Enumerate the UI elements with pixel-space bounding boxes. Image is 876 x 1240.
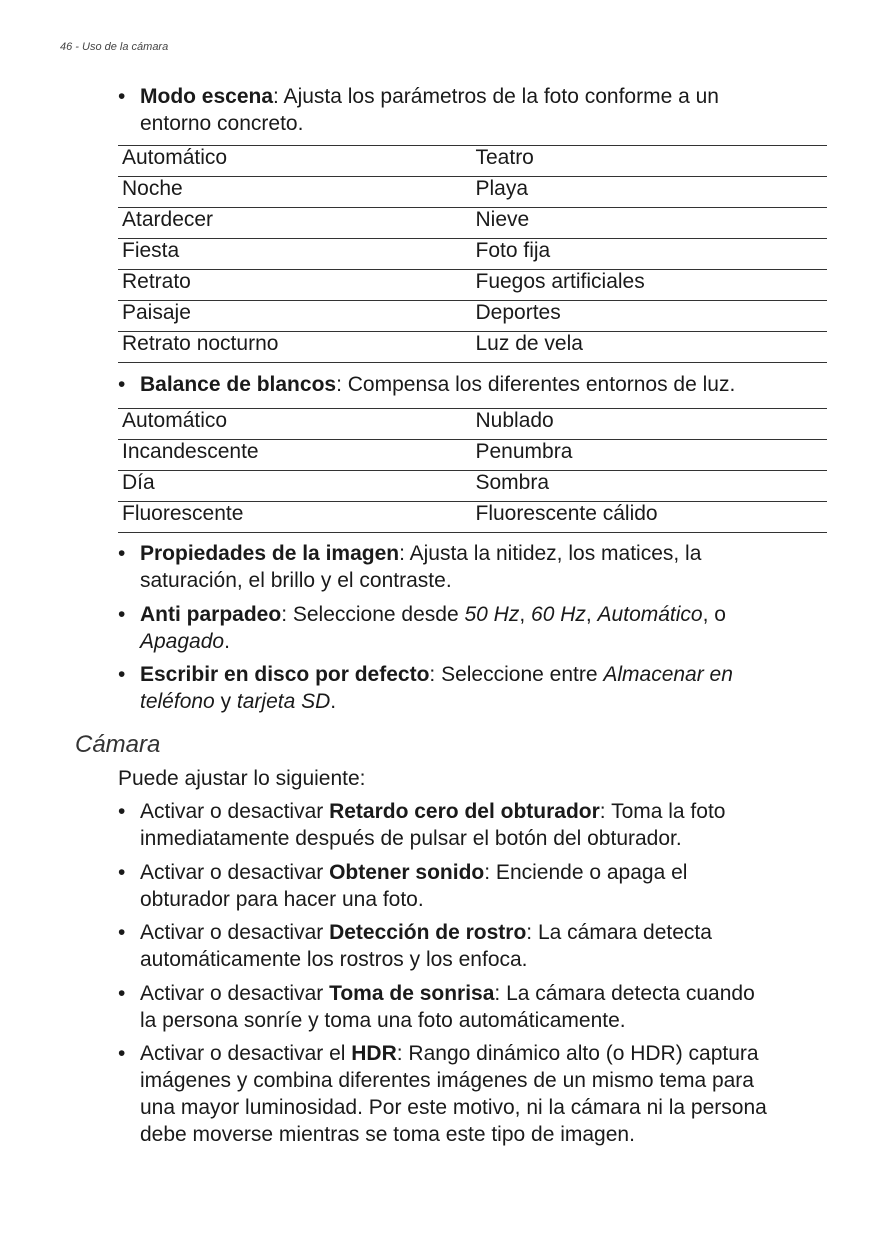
image-properties-desc-2: saturación, el brillo y el contraste. <box>140 569 452 592</box>
anti-flicker-term: Anti parpadeo <box>140 603 282 626</box>
bullet-dot: • <box>118 85 126 108</box>
table-cell: Retrato <box>118 270 473 301</box>
bullet-dot: • <box>118 1042 126 1065</box>
write-disk-desc: : Seleccione entre <box>429 663 604 686</box>
scene-table-row <box>118 332 827 363</box>
period: . <box>224 630 230 653</box>
scene-table-row <box>118 146 827 177</box>
anti-flicker-desc: : Seleccione desde <box>281 603 465 626</box>
table-cell: Nieve <box>473 208 828 239</box>
item-desc-2: obturador para hacer una foto. <box>140 888 424 911</box>
item-term: Retardo cero del obturador <box>329 800 600 823</box>
image-properties-term: Propiedades de la imagen <box>140 542 400 565</box>
period: . <box>330 690 337 713</box>
table-cell: Incandescente <box>118 440 473 471</box>
table-cell: Fuegos artificiales <box>473 270 828 301</box>
item-desc-2: inmediatamente después de pulsar el botón del obturador. <box>140 827 682 850</box>
hdr-desc-1: : Rango dinámico alto (o HDR) captura <box>396 1042 759 1065</box>
bullet-dot: • <box>118 921 126 944</box>
write-disk-term: Escribir en disco por defecto <box>140 663 430 686</box>
wb-table-row <box>118 440 827 471</box>
table-cell: Paisaje <box>118 301 473 332</box>
page-header: 46 - Uso de la cámara <box>60 41 169 53</box>
option-off: Apagado <box>140 630 225 653</box>
scene-table-row <box>118 301 827 332</box>
option-sd-card: tarjeta SD <box>236 690 331 713</box>
item-prefix: Activar o desactivar el <box>140 1042 352 1065</box>
scene-table-row <box>118 177 827 208</box>
item-term: Obtener sonido <box>329 861 485 884</box>
bullet-dot: • <box>118 603 126 626</box>
item-desc-2: automáticamente los rostros y los enfoca. <box>140 948 528 971</box>
conjunction: y <box>214 690 237 713</box>
item-term: Detección de rostro <box>329 921 527 944</box>
wb-table-row <box>118 471 827 502</box>
item-term: Toma de sonrisa <box>329 982 495 1005</box>
table-cell: Luz de vela <box>473 332 828 363</box>
table-cell: Nublado <box>473 409 828 440</box>
section-title-camera: Cámara <box>75 731 161 758</box>
white-balance-table <box>118 408 827 533</box>
table-cell: Foto fija <box>473 239 828 270</box>
wb-table-row <box>118 409 827 440</box>
table-cell: Retrato nocturno <box>118 332 473 363</box>
wb-table-row <box>118 502 827 533</box>
hdr-desc-2: imágenes y combina diferentes imágenes de un mismo tema para <box>140 1069 754 1092</box>
table-cell: Deportes <box>473 301 828 332</box>
image-properties-desc-1: : Ajusta la nitidez, los matices, la <box>399 542 702 565</box>
scene-table-row <box>118 239 827 270</box>
camera-intro: Puede ajustar lo siguiente: <box>118 767 366 790</box>
bullet-dot: • <box>118 373 126 396</box>
table-cell: Fluorescente cálido <box>473 502 828 533</box>
item-desc-1: : Enciende o apaga el <box>484 861 688 884</box>
bullet-dot: • <box>118 663 126 686</box>
separator: , o <box>702 603 726 626</box>
table-cell: Atardecer <box>118 208 473 239</box>
table-cell: Sombra <box>473 471 828 502</box>
scene-mode-desc-2: entorno concreto. <box>140 112 304 135</box>
option-50hz: 50 Hz <box>464 603 520 626</box>
table-cell: Playa <box>473 177 828 208</box>
scene-mode-term: Modo escena <box>140 85 274 108</box>
item-desc-1: : Toma la foto <box>599 800 726 823</box>
option-60hz: 60 Hz <box>531 603 586 626</box>
separator: , <box>519 603 532 626</box>
bullet-dot: • <box>118 982 126 1005</box>
table-cell: Automático <box>118 409 473 440</box>
item-desc-1: : La cámara detecta <box>526 921 712 944</box>
scene-table-row <box>118 270 827 301</box>
option-phone-a: Almacenar en <box>603 663 733 686</box>
bullet-dot: • <box>118 542 126 565</box>
table-cell: Penumbra <box>473 440 828 471</box>
hdr-desc-3: una mayor luminosidad. Por este motivo, ni la cámara ni la persona <box>140 1096 767 1119</box>
item-prefix: Activar o desactivar <box>140 861 330 884</box>
option-auto: Automático <box>597 603 703 626</box>
table-cell: Fluorescente <box>118 502 473 533</box>
scene-mode-table <box>118 145 827 363</box>
bullet-dot: • <box>118 861 126 884</box>
item-prefix: Activar o desactivar <box>140 921 330 944</box>
table-cell: Teatro <box>473 146 828 177</box>
item-desc-1: : La cámara detecta cuando <box>494 982 755 1005</box>
table-cell: Automático <box>118 146 473 177</box>
scene-table-row <box>118 208 827 239</box>
white-balance-term: Balance de blancos <box>140 373 337 396</box>
option-phone-b: teléfono <box>140 690 215 713</box>
item-desc-2: la persona sonríe y toma una foto automáticamente. <box>140 1009 626 1032</box>
table-cell: Día <box>118 471 473 502</box>
hdr-term: HDR <box>351 1042 397 1065</box>
scene-mode-desc-1: : Ajusta los parámetros de la foto conforme a un <box>273 85 719 108</box>
item-prefix: Activar o desactivar <box>140 800 330 823</box>
separator: , <box>585 603 598 626</box>
item-prefix: Activar o desactivar <box>140 982 330 1005</box>
table-cell: Noche <box>118 177 473 208</box>
hdr-desc-4: debe moverse mientras se toma este tipo de imagen. <box>140 1123 635 1146</box>
table-cell: Fiesta <box>118 239 473 270</box>
white-balance-desc: : Compensa los diferentes entornos de luz. <box>336 373 736 396</box>
bullet-dot: • <box>118 800 126 823</box>
